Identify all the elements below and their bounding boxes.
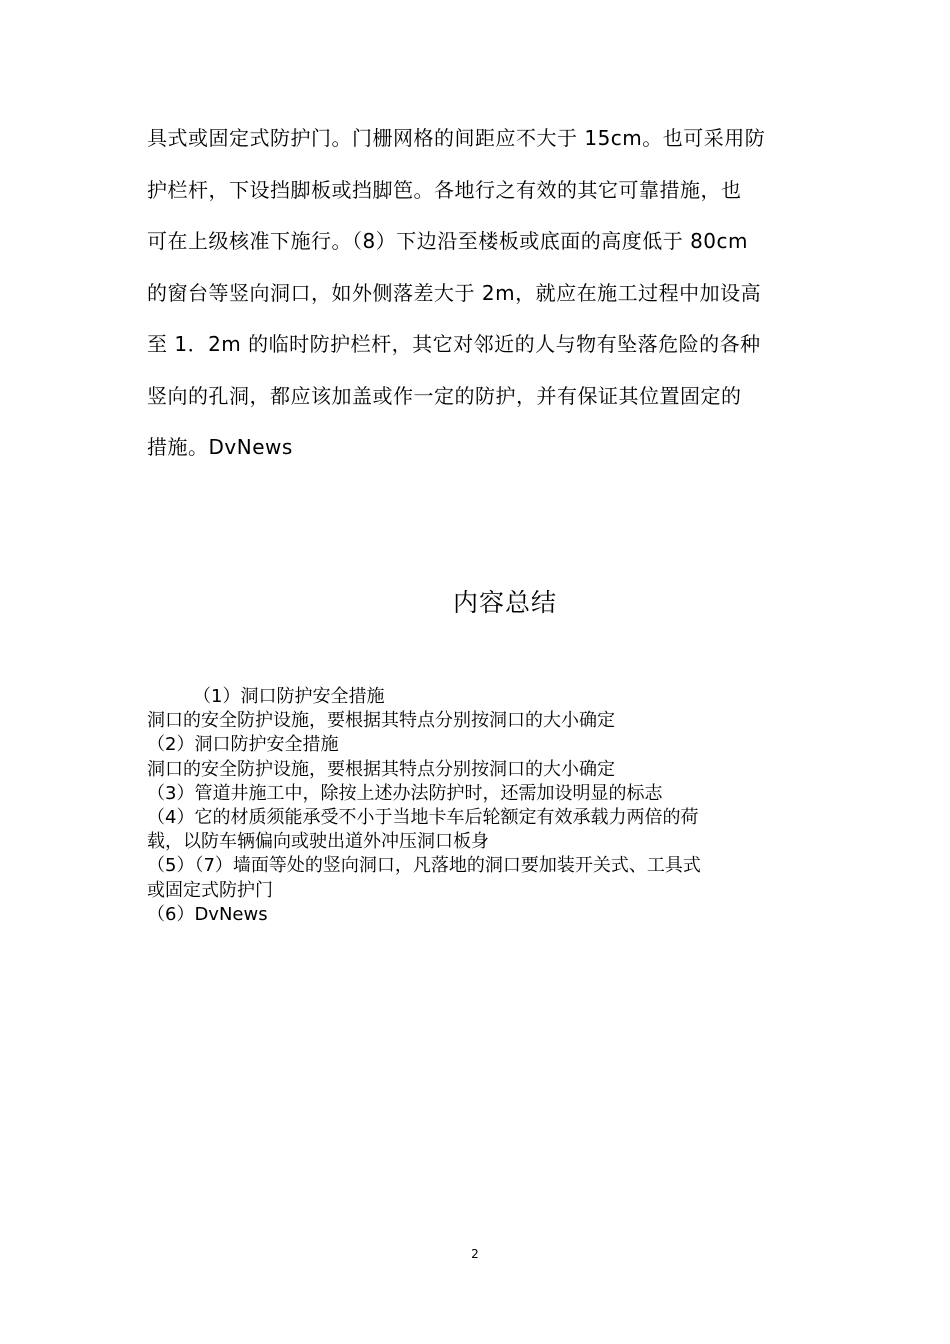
- summary-item: （1）洞口防护安全措施: [193, 686, 385, 707]
- summary-item: （5）（7）墙面等处的竖向洞口，凡落地的洞口要加装开关式、工具式: [147, 855, 701, 877]
- body-paragraph: [147, 116, 812, 477]
- summary-item: 或固定式防护门: [147, 879, 273, 901]
- summary-item: （6）DvNews: [147, 903, 268, 925]
- paragraph-line: 措施。DvNews: [147, 435, 293, 459]
- summary-list: [147, 685, 812, 927]
- paragraph-line: 护栏杆，下设挡脚板或挡脚笆。各地行之有效的其它可靠措施，也: [147, 177, 742, 202]
- summary-item: 洞口的安全防护设施，要根据其特点分别按洞口的大小确定: [147, 758, 615, 780]
- paragraph-line: 竖向的孔洞，都应该加盖或作一定的防护，并有保证其位置固定的: [147, 383, 742, 408]
- summary-item: （3）管道井施工中，除按上述办法防护时，还需加设明显的标志: [147, 782, 663, 804]
- paragraph-line: 具式或固定式防护门。门栅网格的间距应不大于 15cm。也可采用防: [147, 126, 766, 150]
- paragraph-line: 可在上级核准下施行。（8）下边沿至楼板或底面的高度低于 80cm: [147, 229, 749, 253]
- summary-item: 载，以防车辆偏向或驶出道外冲压洞口板身: [147, 831, 489, 853]
- summary-item: 洞口的安全防护设施，要根据其特点分别按洞口的大小确定: [147, 710, 615, 732]
- paragraph-line: 至 1．2m 的临时防护栏杆，其它对邻近的人与物有坠落危险的各种: [147, 332, 761, 356]
- summary-item: （4）它的材质须能承受不小于当地卡车后轮额定有效承载力两倍的荷: [147, 807, 699, 829]
- summary-item: （2）洞口防护安全措施: [147, 734, 339, 756]
- paragraph-line: 的窗台等竖向洞口，如外侧落差大于 2m，就应在施工过程中加设高: [147, 280, 762, 305]
- summary-title: 内容总结: [452, 588, 557, 617]
- page-number: 2: [471, 1247, 479, 1261]
